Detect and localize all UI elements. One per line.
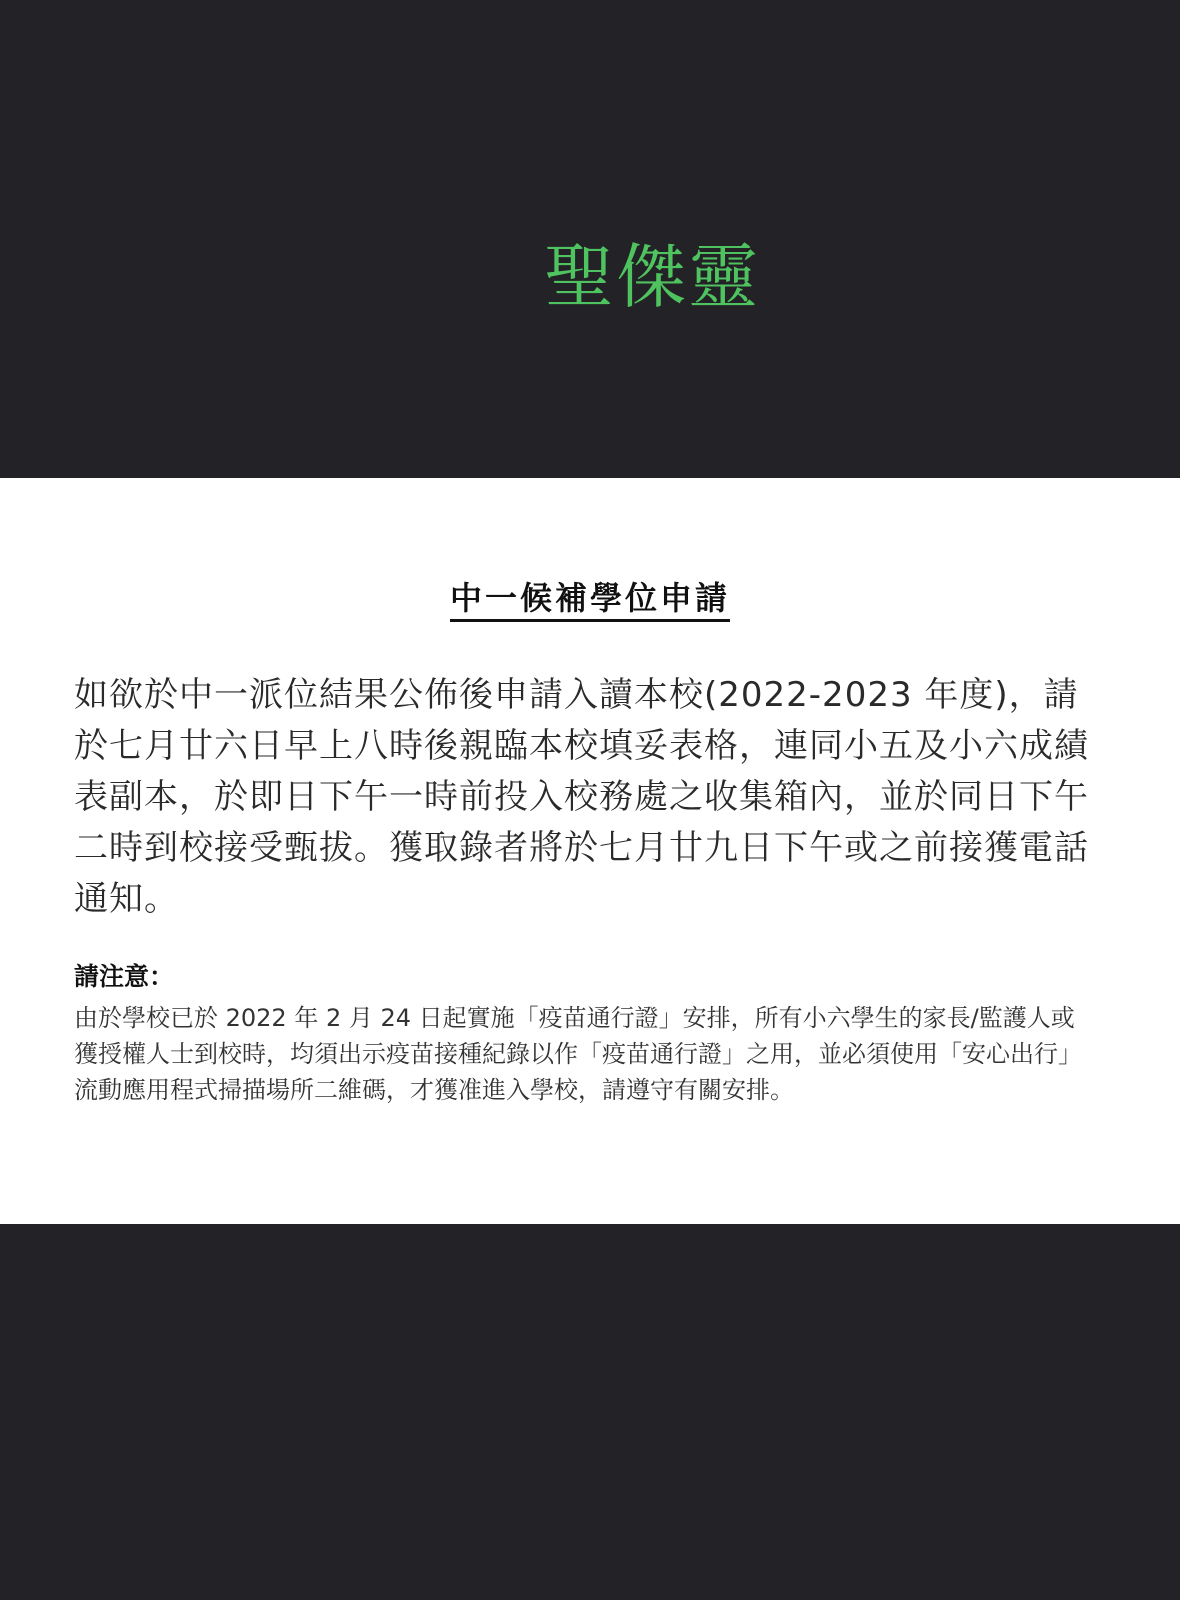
notice-title-wrapper bbox=[0, 576, 1180, 620]
notice-document bbox=[0, 478, 1180, 1224]
right-edge-strip bbox=[1180, 0, 1204, 1600]
school-name: 聖傑靈 bbox=[544, 236, 760, 318]
notice-body: 如欲於中一派位結果公佈後申請入讀本校(2022-2023 年度)，請於七月廿六日早上八時後親臨本校填妥表格，連同小五及小六成績表副本，於即日下午一時前投入校務處之收集箱內，並於同日下午二時到校接受甄拔。獲取錄者將於七月廿九日下午或之前接獲電話通知。 bbox=[74, 675, 1089, 919]
notice-title: 中一候補學位申請 bbox=[450, 579, 730, 622]
footer-band bbox=[0, 1224, 1180, 1600]
note-heading: 請注意： bbox=[74, 962, 175, 991]
note-body: 由於學校已於 2022 年 2 月 24 日起實施「疫苗通行證」安排，所有小六學生的家長/監護人或獲授權人士到校時，均須出示疫苗接種紀錄以作「疫苗通行證」之用，並必須使用「安心出行」流動應用程式掃描場所二維碼，才獲准進入學校，請遵守有關安排。 bbox=[74, 1004, 1082, 1104]
header-band bbox=[0, 0, 1180, 478]
